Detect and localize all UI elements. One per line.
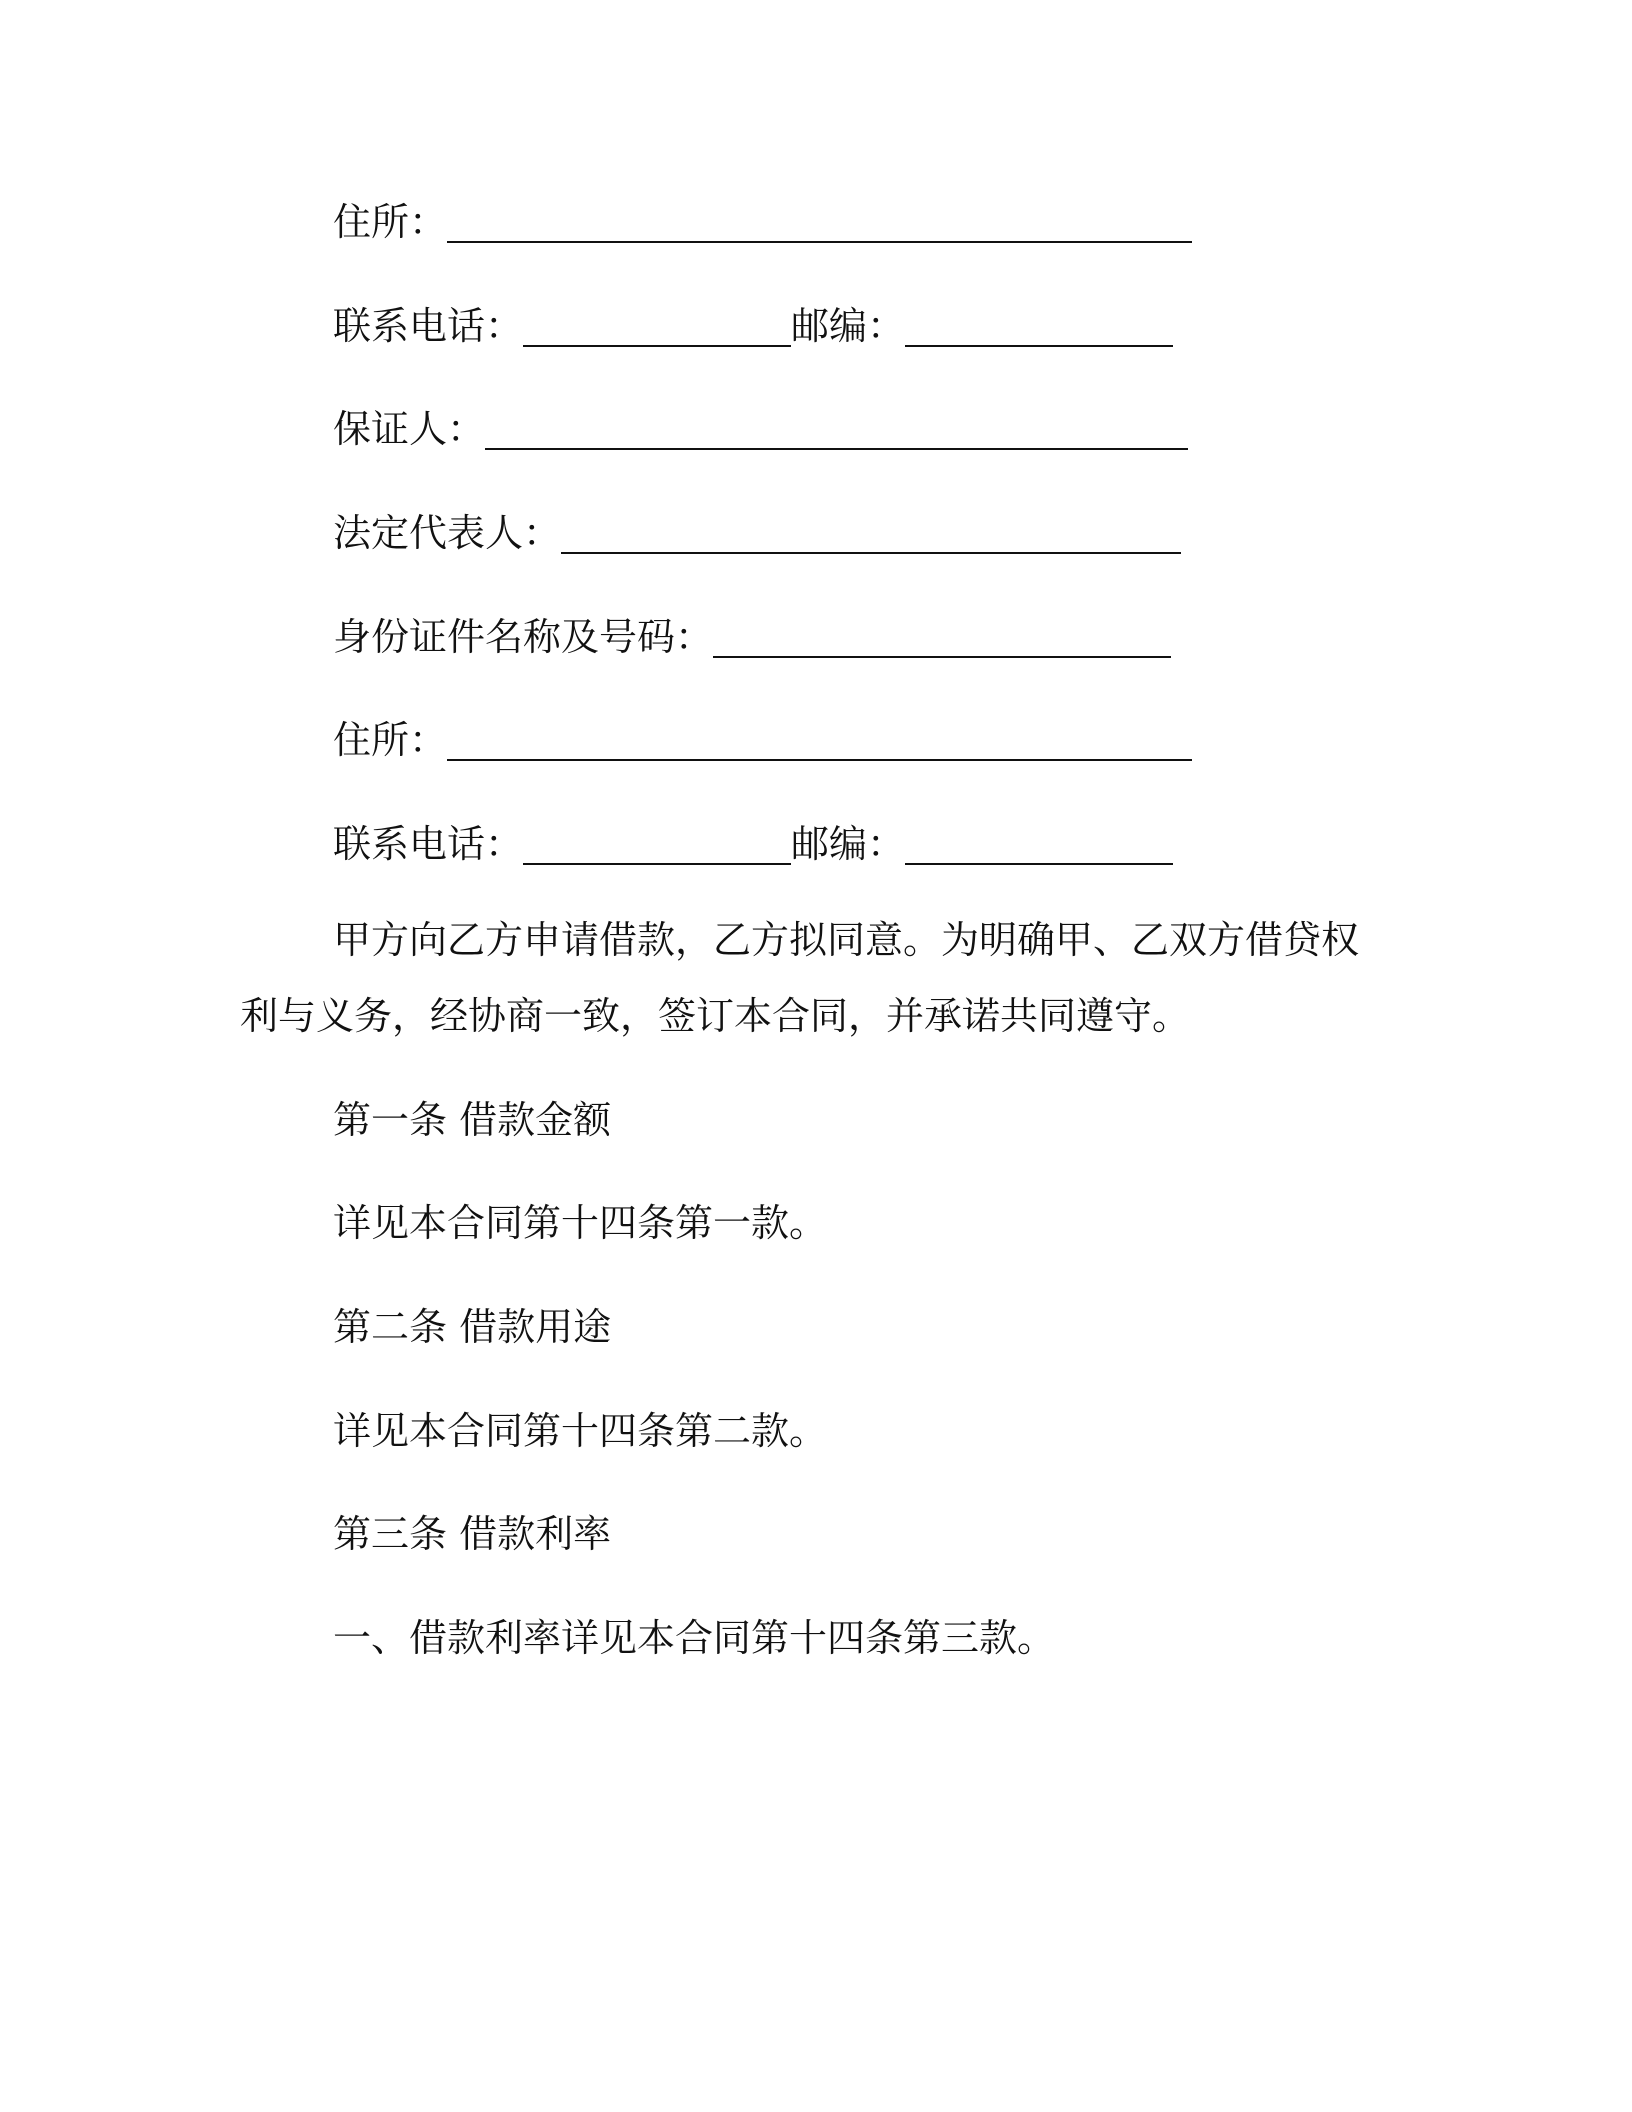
guarantor-blank[interactable]	[485, 412, 1188, 450]
section-3-clause-1: 一、借款利率详见本合同第十四条第三款。	[333, 1616, 1056, 1660]
section-1-heading: 第一条 借款金额	[333, 1098, 612, 1142]
guarantor-phone-postcode-field	[333, 820, 1173, 868]
id-document-label: 身份证件名称及号码：	[333, 615, 714, 659]
guarantor-postcode-label: 邮编：	[791, 822, 906, 866]
guarantor-label: 保证人：	[333, 407, 486, 451]
phone-label: 联系电话：	[333, 304, 524, 348]
postcode-blank[interactable]	[905, 309, 1173, 347]
id-document-field	[333, 613, 1171, 661]
address-blank[interactable]	[447, 205, 1192, 243]
guarantor-address-field	[333, 716, 1192, 764]
section-2-body: 详见本合同第十四条第二款。	[333, 1409, 828, 1453]
phone-blank[interactable]	[523, 309, 791, 347]
legal-representative-label: 法定代表人：	[333, 511, 562, 555]
legal-representative-field	[333, 509, 1181, 557]
address-field	[333, 198, 1192, 246]
guarantor-field	[333, 405, 1188, 453]
guarantor-postcode-blank[interactable]	[905, 827, 1173, 865]
guarantor-address-blank[interactable]	[447, 723, 1192, 761]
intro-paragraph: 甲方向乙方申请借款，乙方拟同意。为明确甲、乙双方借贷权利与义务，经协商一致，签订本合同，并承诺共同遵守。	[240, 918, 1360, 1038]
address-label: 住所：	[333, 200, 448, 244]
postcode-label: 邮编：	[791, 304, 906, 348]
phone-postcode-field	[333, 302, 1173, 350]
section-2-heading: 第二条 借款用途	[333, 1305, 612, 1349]
section-3-heading: 第三条 借款利率	[333, 1512, 612, 1556]
guarantor-phone-label: 联系电话：	[333, 822, 524, 866]
id-document-blank[interactable]	[713, 620, 1171, 658]
legal-representative-blank[interactable]	[561, 516, 1181, 554]
section-1-body: 详见本合同第十四条第一款。	[333, 1201, 828, 1245]
guarantor-phone-blank[interactable]	[523, 827, 791, 865]
guarantor-address-label: 住所：	[333, 718, 448, 762]
